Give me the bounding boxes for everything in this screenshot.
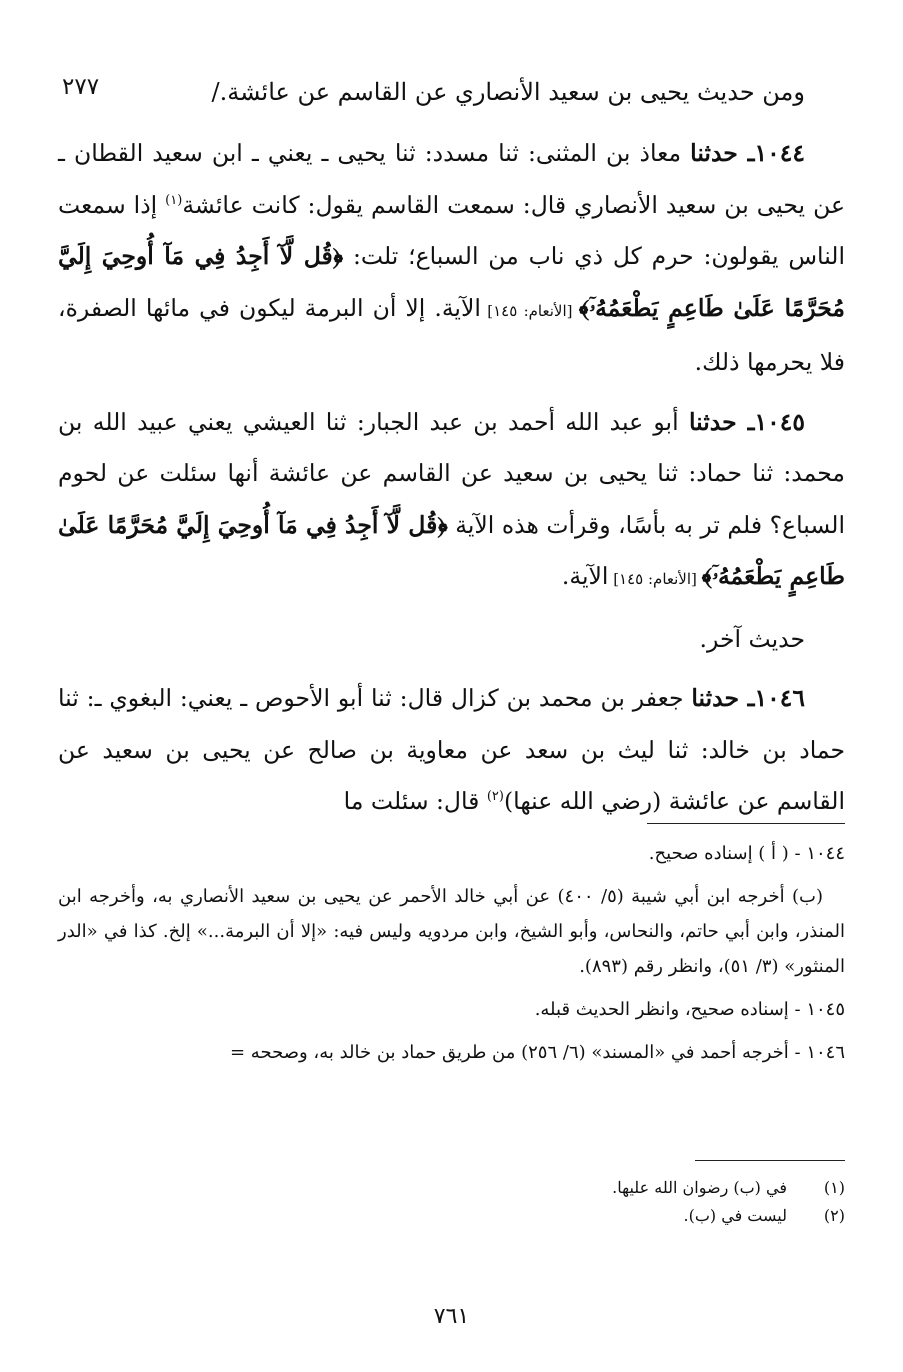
hadith-lead: ـ حدثنا bbox=[690, 139, 755, 167]
footnote-item bbox=[58, 1202, 845, 1230]
hadith-1044 bbox=[58, 128, 845, 389]
other-hadith-heading: حديث آخر. bbox=[699, 624, 805, 653]
hadith-text: معاذ بن المثنى: ثنا مسدد: ثنا يحيى ـ يعني ـ ابن سعيد القطان ـ عن يحيى بن سعيد الأنصاري قال: سمعت القاسم يقول: كانت عائشة bbox=[58, 139, 845, 219]
quran-verse: ﴿قُل لَّآ أَجِدُ فِي مَآ أُوحِيَ إِلَيَّ مُحَرَّمًا عَلَىٰ طَاعِمٍ يَطْعَمُهُۥٓ﴾ bbox=[58, 510, 845, 590]
hadith-text: الآية. bbox=[561, 562, 609, 590]
footnote-ref: (١) bbox=[165, 192, 183, 208]
hadith-text: الآية. إلا أن البرمة ليكون في مائها الصفرة، فلا يحرمها ذلك. bbox=[58, 293, 845, 376]
notes-divider bbox=[647, 823, 845, 824]
footnote-ref: (٢) bbox=[486, 789, 504, 805]
footnotes-divider bbox=[695, 1160, 845, 1161]
footnote-text: ليست في (ب). bbox=[683, 1206, 787, 1225]
footnote-number: (١) bbox=[823, 1178, 845, 1197]
hadith-1046 bbox=[58, 673, 845, 828]
footnotes bbox=[58, 1174, 845, 1230]
hadith-lead: ـ حدثنا bbox=[691, 684, 755, 712]
hadith-text: إذا سمعت الناس يقولون: حرم كل ذي ناب من السباع؛ تلت: bbox=[58, 190, 845, 270]
note-1045: ١٠٤٥ - إسناده صحيح، وانظر الحديث قبله. bbox=[534, 999, 845, 1020]
quran-verse: ﴿قُل لَّآ أَجِدُ فِي مَآ أُوحِيَ إِلَيَّ مُحَرَّمًا عَلَىٰ طَاعِمٍ يَطْعَمُهُۥٓ﴾ bbox=[58, 242, 846, 322]
hadith-number: ١٠٤٥ bbox=[754, 407, 805, 436]
footnote-item bbox=[58, 1174, 845, 1202]
page-number: ٧٦١ bbox=[433, 1304, 470, 1329]
hadith-1045 bbox=[58, 397, 845, 606]
page-marker: ٢٧٧ bbox=[62, 74, 100, 100]
footnote-number: (٢) bbox=[823, 1206, 845, 1225]
note-1044b: (ب) أخرجه ابن أبي شيبة (٥/ ٤٠٠) عن أبي خالد الأحمر عن يحيى بن سعيد الأنصاري به، وأخرجه ابن المنذر، وابن أبي حاتم، والنحاس، وأبو الشيخ، وابن مردويه وليس فيه: «إلا أن البرمة...» إلخ. كذا في «الدر المنثور» (٣/ ٥١)، وانظر رقم (٨٩٣). bbox=[58, 886, 845, 977]
hadith-text: أبو عبد الله أحمد بن عبد الجبار: ثنا العيشي يعني عبيد الله بن محمد: ثنا حماد: ثنا يحيى بن سعيد عن القاسم عن عائشة أنها سئلت عن لحوم السباع؟ فلم تر به بأسًا، وقرأت هذه الآية bbox=[58, 407, 845, 539]
hadith-text: قال: سئلت ما bbox=[343, 787, 487, 815]
hadith-number: ١٠٤٤ bbox=[754, 139, 805, 167]
note-1046: ١٠٤٦ - أخرجه أحمد في «المسند» (٦/ ٢٥٦) من طريق حماد بن خالد به، وصححه = bbox=[230, 1042, 845, 1063]
main-text bbox=[58, 128, 845, 836]
running-title: ومن حديث يحيى بن سعيد الأنصاري عن القاسم عن عائشة./ bbox=[211, 78, 805, 106]
verse-reference: [الأنعام: ١٤٥] bbox=[608, 570, 702, 588]
hadith-lead: ـ حدثنا bbox=[688, 407, 755, 436]
commentary-notes bbox=[58, 836, 845, 1078]
footnote-text: في (ب) رضوان الله عليها. bbox=[612, 1178, 787, 1197]
note-1044a: ١٠٤٤ - ( أ ) إسناده صحيح. bbox=[648, 843, 845, 864]
verse-reference: [الأنعام: ١٤٥] bbox=[480, 301, 579, 320]
hadith-number: ١٠٤٦ bbox=[754, 684, 805, 712]
hadith-text: جعفر بن محمد بن كزال قال: ثنا أبو الأحوص ـ يعني: البغوي ـ: ثنا حماد بن خالد: ثنا ليث بن سعد عن معاوية بن صالح عن يحيى بن سعيد عن القاسم عن عائشة (رضي الله عنها) bbox=[58, 684, 845, 815]
